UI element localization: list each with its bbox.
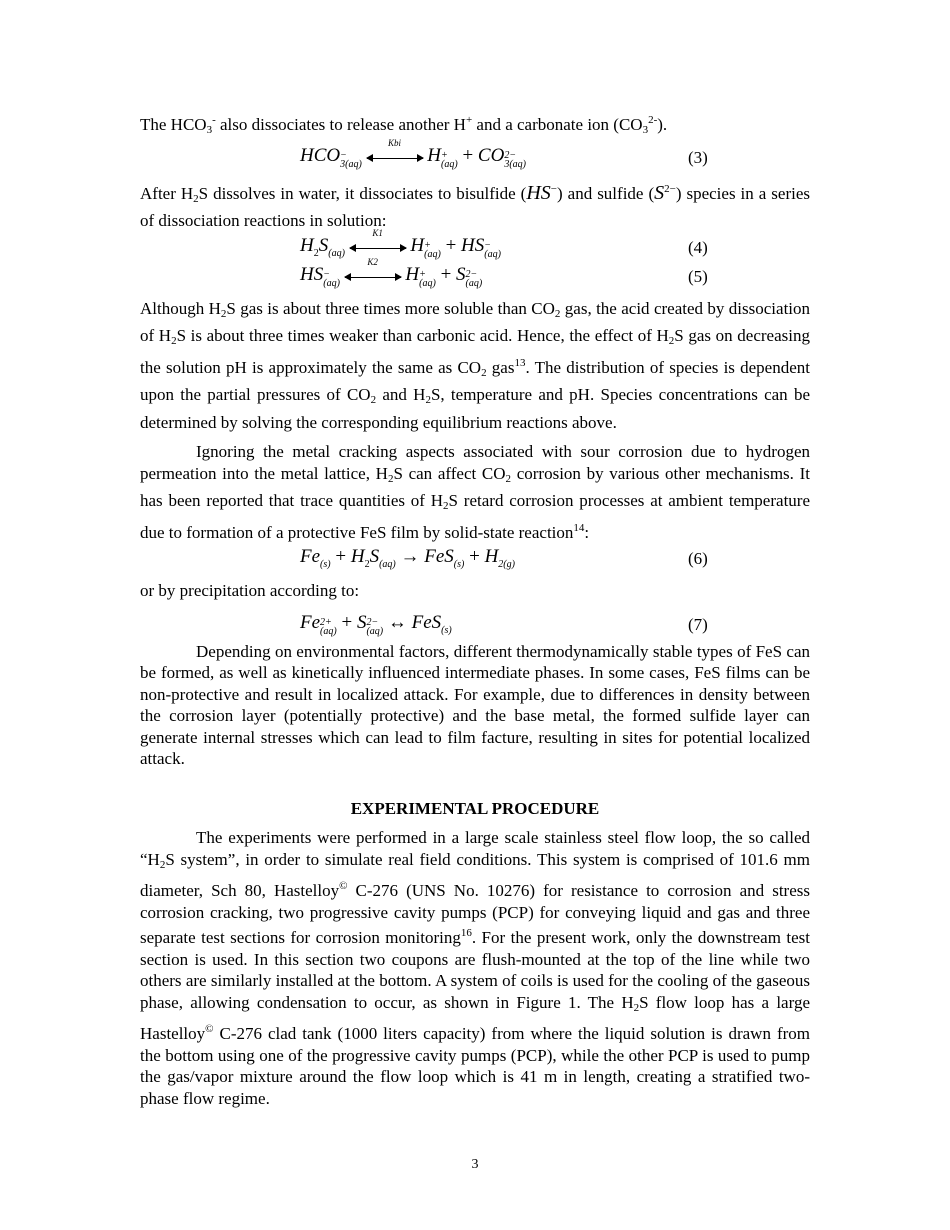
paragraph-precipitation: or by precipitation according to:	[140, 581, 360, 600]
page-number: 3	[471, 1157, 479, 1172]
paragraph-experimental: The experiments were performed in a large scale stainless steel flow loop, the so called “H2S system”, in order to simulate real field conditions. This system is comprised of 101.6 mm diameter, Sch 80, Hastelloy© C-276 (UNS No. 10276) for resistance to corrosion and stress corrosion cracking, two progressive cavity pumps (PCP) for conveying liquid and gas and three separate test sections for corrosion monitoring$^{16}$. For the present work, only the downstream test section is used. In this section two coupons are flush-mounted at the top of the line while two others are similarly installed at the bottom. A system of coils is used for the cooling of the gaseous phase, allowing condensation to occur, as shown in Figure 1. The H2S flow loop has a large Hastelloy© C-276 clad tank (1000 liters capacity) from where the liquid solution is drawn from the bottom using one of the progressive cavity pumps (PCP), while the other PCP is used to pump the gas/vapor mixture around the flow loop which is 41 m in length, creating a stratified two-phase flow regime.	[140, 828, 811, 1108]
page-body	[140, 110, 810, 1109]
equation-number: (5)	[688, 266, 708, 286]
equation-number: (6)	[688, 549, 708, 568]
equation-6: $Fe_{(s)} + H_2S_{(aq)} \to FeS_{(s)} + H_{2(g)}$ (6)	[300, 546, 708, 570]
equation-4: $H_2S_{(aq)}$ K1 H + (aq) + HS − (aq) (4)	[300, 227, 708, 260]
equilibrium-arrow: K1	[350, 239, 406, 249]
paragraph-solubility: Although H2S gas is about three times more soluble than CO2 gas, the acid created by dissociation of H2S is about three times weaker than carbonic acid. Hence, the effect of H2S gas on decreasing the solution pH is approximately the same as CO2 gas$^{13}$. The distribution of species is dependent upon the partial pressures of CO2 and H2S, temperature and pH. Species concentrations can be determined by solving the corresponding equilibrium reactions above.	[140, 298, 811, 432]
paragraph-environmental: Depending on environmental factors, different thermodynamically stable types of FeS can be formed, as well as kinetically influenced intermediate phases. In some cases, FeS films can be non-protective and result in localized attack. For example, due to differences in density between the corrosion layer (potentially protective) and the base metal, the formed sulfide layer can generate internal stresses which can lead to film facture, resulting in sites for potential localized attack.	[140, 641, 810, 768]
equation-number: (3)	[688, 147, 708, 167]
equation-7: Fe 2+ (aq) + S 2− (aq) ↔ FeS$_{(s)}$ (7)	[300, 611, 708, 637]
equilibrium-arrow: Kbi	[367, 149, 423, 159]
equation-number: (4)	[688, 237, 708, 257]
paragraph-cracking: Ignoring the metal cracking aspects associated with sour corrosion due to hydrogen permeation into the metal lattice, H2S can affect CO2 corrosion by various other mechanisms. It has been reported that trace quantities of H2S retard corrosion processes at ambient temperature due to formation of a protective FeS film by solid-state reaction$^{14}$:	[140, 442, 810, 542]
equation-number: (7)	[688, 614, 708, 634]
paragraph-bicarbonate: The HCO3- also dissociates to release another H+ and a carbonate ion $(CO3^{2-})$.	[140, 114, 668, 136]
paragraph-h2s-dissolution: After H2S dissolves in water, it dissociates to bisulfide (HS−) and sulfide $(S^{2-})$ species in a series of dissociation reactions in solution:	[140, 181, 810, 230]
section-heading: EXPERIMENTAL PROCEDURE	[350, 798, 600, 818]
equation-3: HCO − 3(aq) Kbi H + (aq) + CO 2− 3(aq) (3)	[300, 137, 708, 170]
equilibrium-arrow: K2	[345, 268, 401, 278]
equation-5: HS − (aq) K2 H + (aq) + S 2− (aq) (5)	[300, 256, 708, 289]
